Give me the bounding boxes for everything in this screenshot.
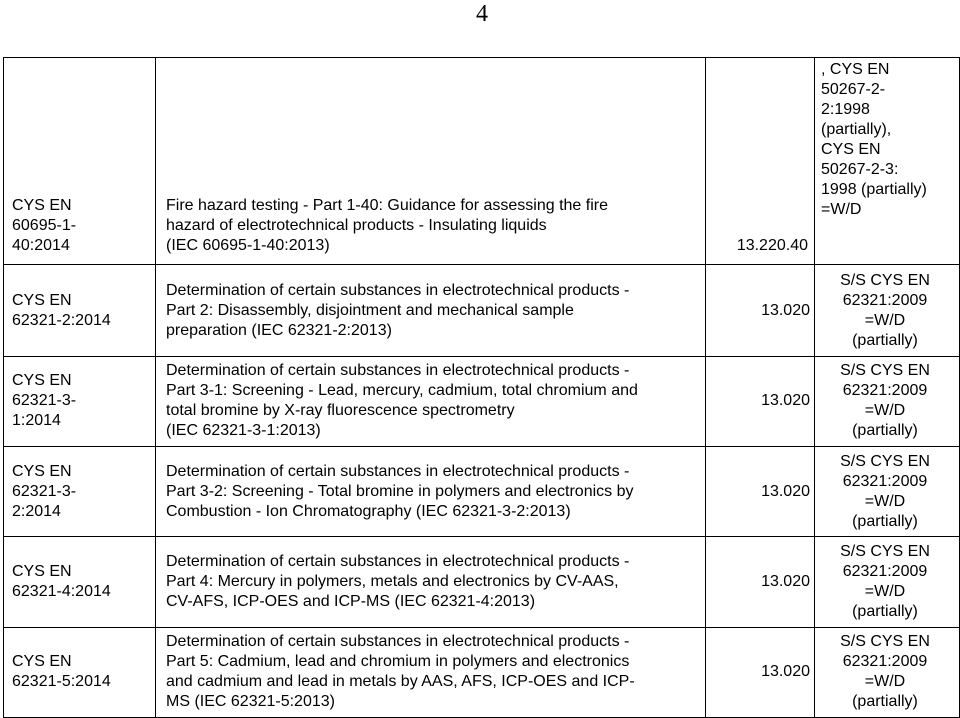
title-cell: Determination of certain substances in electrotechnical products - Part 2: Disassembly, disjointment and mechanical sample preparation (IEC 62321-2:2013) bbox=[156, 265, 706, 356]
reference-cell: CYS EN 62321-3- 2:2014 bbox=[4, 447, 156, 537]
ics-cell: 13.020 bbox=[706, 447, 815, 537]
replaces-cell: S/S CYS EN 62321:2009 =W/D (partially) bbox=[815, 356, 960, 446]
reference-cell: CYS EN 60695-1- 40:2014 bbox=[4, 58, 156, 265]
page-number: 4 bbox=[476, 1, 488, 27]
title-cell: Determination of certain substances in electrotechnical products - Part 5: Cadmium, lead and chromium in polymers and electronics and cadmium and lead in metals by AAS, AFS, ICP-OES and ICP- MS (IEC 62321-5:2013) bbox=[156, 627, 706, 717]
ics-cell: 13.020 bbox=[706, 537, 815, 627]
replaces-cell: S/S CYS EN 62321:2009 =W/D (partially) bbox=[815, 265, 960, 356]
title-cell: Determination of certain substances in electrotechnical products - Part 3-2: Screening - Total bromine in polymers and electronics by Combustion - Ion Chromatography (IEC 62321-3-2:2013) bbox=[156, 447, 706, 537]
title-cell: Determination of certain substances in electrotechnical products - Part 3-1: Screening - Lead, mercury, cadmium, total chromium and total bromine by X-ray fluorescence spectrometry (IEC 62321-3-1:2013) bbox=[156, 356, 706, 446]
table-row bbox=[4, 356, 960, 446]
replaces-cell: , CYS EN 50267-2- 2:1998 (partially), CYS EN 50267-2-3: 1998 (partially) =W/D bbox=[815, 58, 960, 265]
table-row bbox=[4, 537, 960, 627]
reference-cell: CYS EN 62321-5:2014 bbox=[4, 627, 156, 717]
ics-cell: 13.020 bbox=[706, 265, 815, 356]
ics-cell: 13.220.40 bbox=[706, 58, 815, 265]
replaces-cell: S/S CYS EN 62321:2009 =W/D (partially) bbox=[815, 447, 960, 537]
table-row bbox=[4, 627, 960, 717]
reference-cell: CYS EN 62321-3- 1:2014 bbox=[4, 356, 156, 446]
reference-cell: CYS EN 62321-2:2014 bbox=[4, 265, 156, 356]
standards-table bbox=[3, 57, 960, 718]
ics-cell: 13.020 bbox=[706, 356, 815, 446]
title-cell: Determination of certain substances in electrotechnical products - Part 4: Mercury in polymers, metals and electronics by CV-AAS, CV-AFS, ICP-OES and ICP-MS (IEC 62321-4:2013) bbox=[156, 537, 706, 627]
reference-cell: CYS EN 62321-4:2014 bbox=[4, 537, 156, 627]
replaces-cell: S/S CYS EN 62321:2009 =W/D (partially) bbox=[815, 537, 960, 627]
table-row bbox=[4, 265, 960, 356]
title-cell: Fire hazard testing - Part 1-40: Guidance for assessing the fire hazard of electrotechnical products - Insulating liquids (IEC 60695-1-40:2013) bbox=[156, 58, 706, 265]
ics-cell: 13.020 bbox=[706, 627, 815, 717]
replaces-cell: S/S CYS EN 62321:2009 =W/D (partially) bbox=[815, 627, 960, 717]
table-row bbox=[4, 58, 960, 265]
table-row bbox=[4, 447, 960, 537]
